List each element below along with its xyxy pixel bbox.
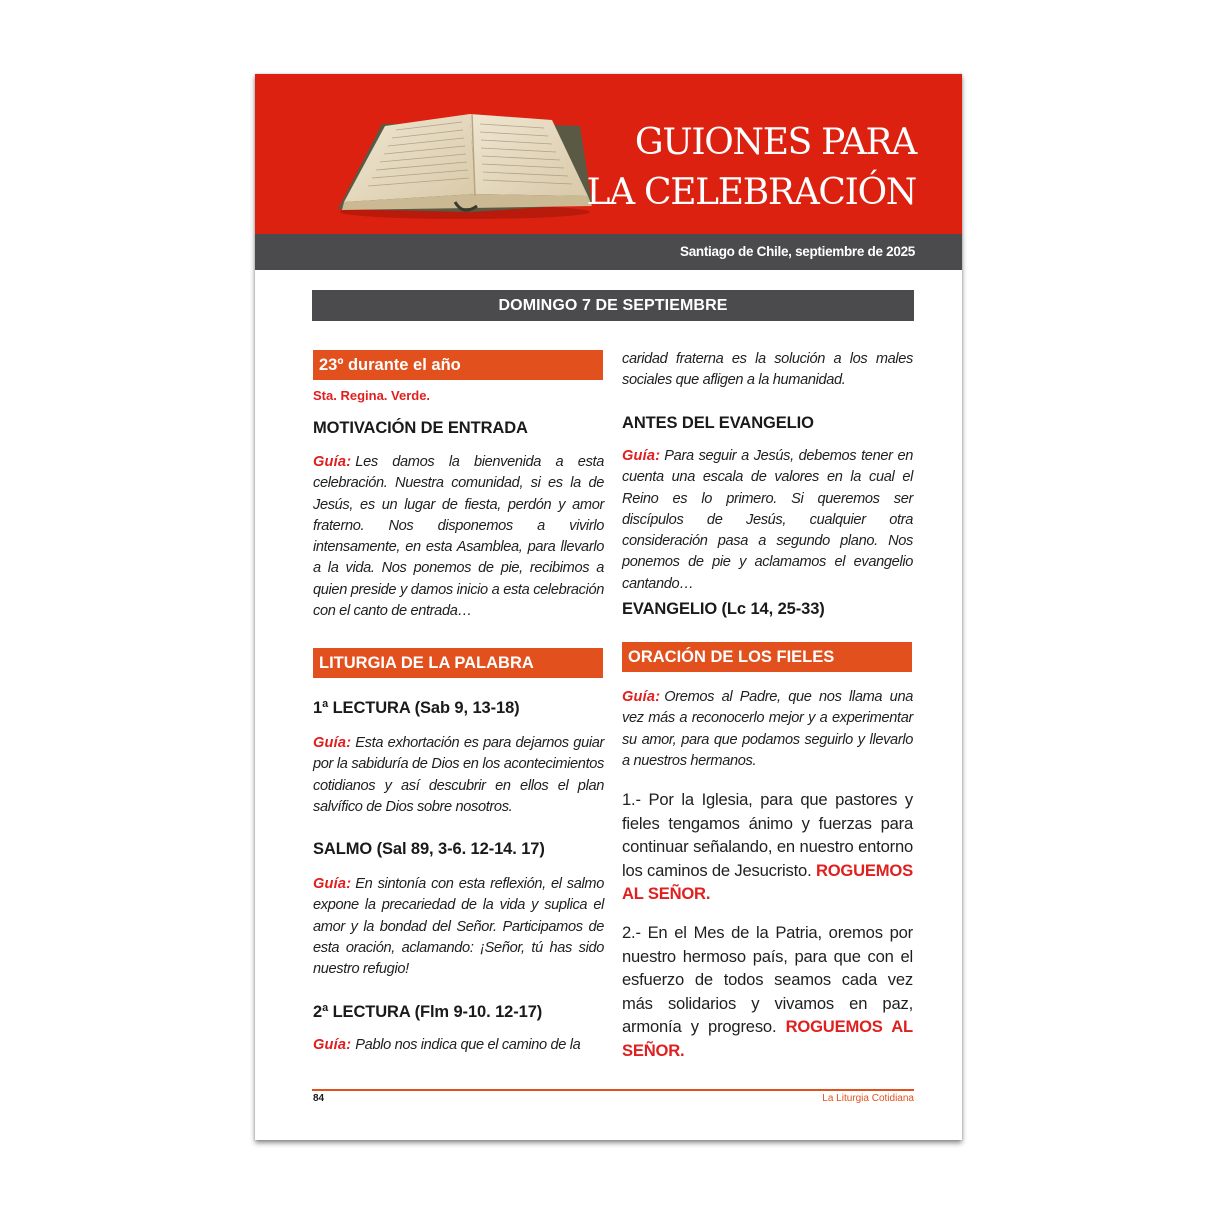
title-line-1: GUIONES PARA	[634, 122, 916, 163]
first-reading-heading: 1ª LECTURA (Sab 9, 13-18)	[313, 699, 520, 717]
faithful-intro-text	[622, 687, 913, 772]
document-page	[255, 74, 962, 1140]
first-reading-body: Esta exhortación es para dejarnos guiar por la sabiduría de Dios en los acontecimientos cotidianos y así descubrir en ellos el plan salvífico de Dios sobre nosotros.	[313, 735, 604, 815]
saint-color: Sta. Regina. Verde.	[313, 388, 431, 403]
page-number: 84	[313, 1093, 325, 1104]
footer-divider	[312, 1089, 914, 1091]
entrance-body: Les damos la bienvenida a esta celebración. Nuestra comunidad, si es la de Jesús, es un lugar de fiesta, perdón y amor fraterno. Nos disponemos a vivirlo intensamente, en esta Asamblea, para llevarlo a la vida. Nos ponemos de pie, recibimos a quien preside y damos inicio a esta celebración con el canto de entrada…	[313, 454, 604, 620]
subtitle-bar	[255, 234, 962, 270]
before-gospel-text	[622, 446, 913, 595]
second-reading-heading: 2ª LECTURA (Flm 9-10. 12-17)	[313, 1003, 543, 1021]
entrance-heading: MOTIVACIÓN DE ENTRADA	[313, 419, 528, 437]
psalm-text	[313, 874, 604, 980]
guia-label: Guía:	[313, 1037, 352, 1053]
petition-1	[622, 788, 913, 906]
first-reading-text	[313, 733, 604, 818]
second-reading-text	[313, 1035, 604, 1056]
sunday-date: DOMINGO 7 DE SEPTIEMBRE	[498, 297, 728, 314]
entrance-text	[313, 452, 604, 622]
continued-text: caridad fraterna es la solución a los males sociales que afligen a la humanidad.	[622, 351, 913, 389]
guia-label: Guía:	[313, 876, 352, 892]
publication-title	[587, 118, 917, 218]
title-line-2: LA CELEBRACIÓN	[586, 172, 916, 213]
before-gospel-body: Para seguir a Jesús, debemos tener en cuenta una escala de valores en la cual el Reino es lo primero. Si queremos ser discípulos de Jesús, cualquier otra consideración pasa a segundo plano. Nos ponemos de pie y aclamamos el evangelio cantando…	[622, 448, 913, 592]
guia-label: Guía:	[313, 735, 352, 751]
before-gospel-heading: ANTES DEL EVANGELIO	[622, 414, 814, 432]
psalm-body: En sintonía con esta reflexión, el salmo expone la precariedad de la vida y suplica el amor y la bondad del Señor. Participamos de esta oración, aclamando: ¡Señor, tú has sido nuestro refugio!	[313, 876, 604, 978]
footer-publication: La Liturgia Cotidiana	[822, 1093, 914, 1104]
header-banner	[255, 74, 962, 234]
guia-label: Guía:	[622, 448, 661, 464]
open-bible-icon	[330, 84, 595, 219]
faithful-intro-body: Oremos al Padre, que nos llama una vez más a reconocerlo mejor y a experimentar su amor, para que podamos seguirlo y llevarlo a nuestros hermanos.	[622, 689, 913, 769]
gospel-heading: EVANGELIO (Lc 14, 25-33)	[622, 600, 825, 618]
liturgy-bar: LITURGIA DE LA PALABRA	[313, 648, 603, 678]
date-bar	[312, 290, 914, 321]
petition-response: ROGUEMOS AL SEÑOR.	[622, 1017, 913, 1060]
petition-2	[622, 921, 913, 1063]
guia-label: Guía:	[622, 689, 661, 705]
week-bar: 23º durante el año	[313, 350, 603, 380]
psalm-heading: SALMO (Sal 89, 3-6. 12-14. 17)	[313, 840, 545, 858]
faithful-prayer-bar: ORACIÓN DE LOS FIELES	[622, 642, 912, 672]
location-date: Santiago de Chile, septiembre de 2025	[680, 244, 915, 259]
petition-response: ROGUEMOS AL SEÑOR.	[622, 860, 913, 904]
guia-label: Guía:	[313, 454, 352, 470]
petition-text: 2.- En el Mes de la Patria, oremos por nuestro hermoso país, para que con el esfuerzo de todos seamos cada vez más solidarios y vivamos en paz, armonía y progreso.	[622, 923, 913, 1037]
petition-text: 1.- Por la Iglesia, para que pastores y fieles tengamos ánimo y fuerzas para continuar señalando, en nuestro entorno los caminos de Jesucristo.	[622, 790, 913, 880]
second-reading-body: Pablo nos indica que el camino de la	[355, 1037, 581, 1053]
